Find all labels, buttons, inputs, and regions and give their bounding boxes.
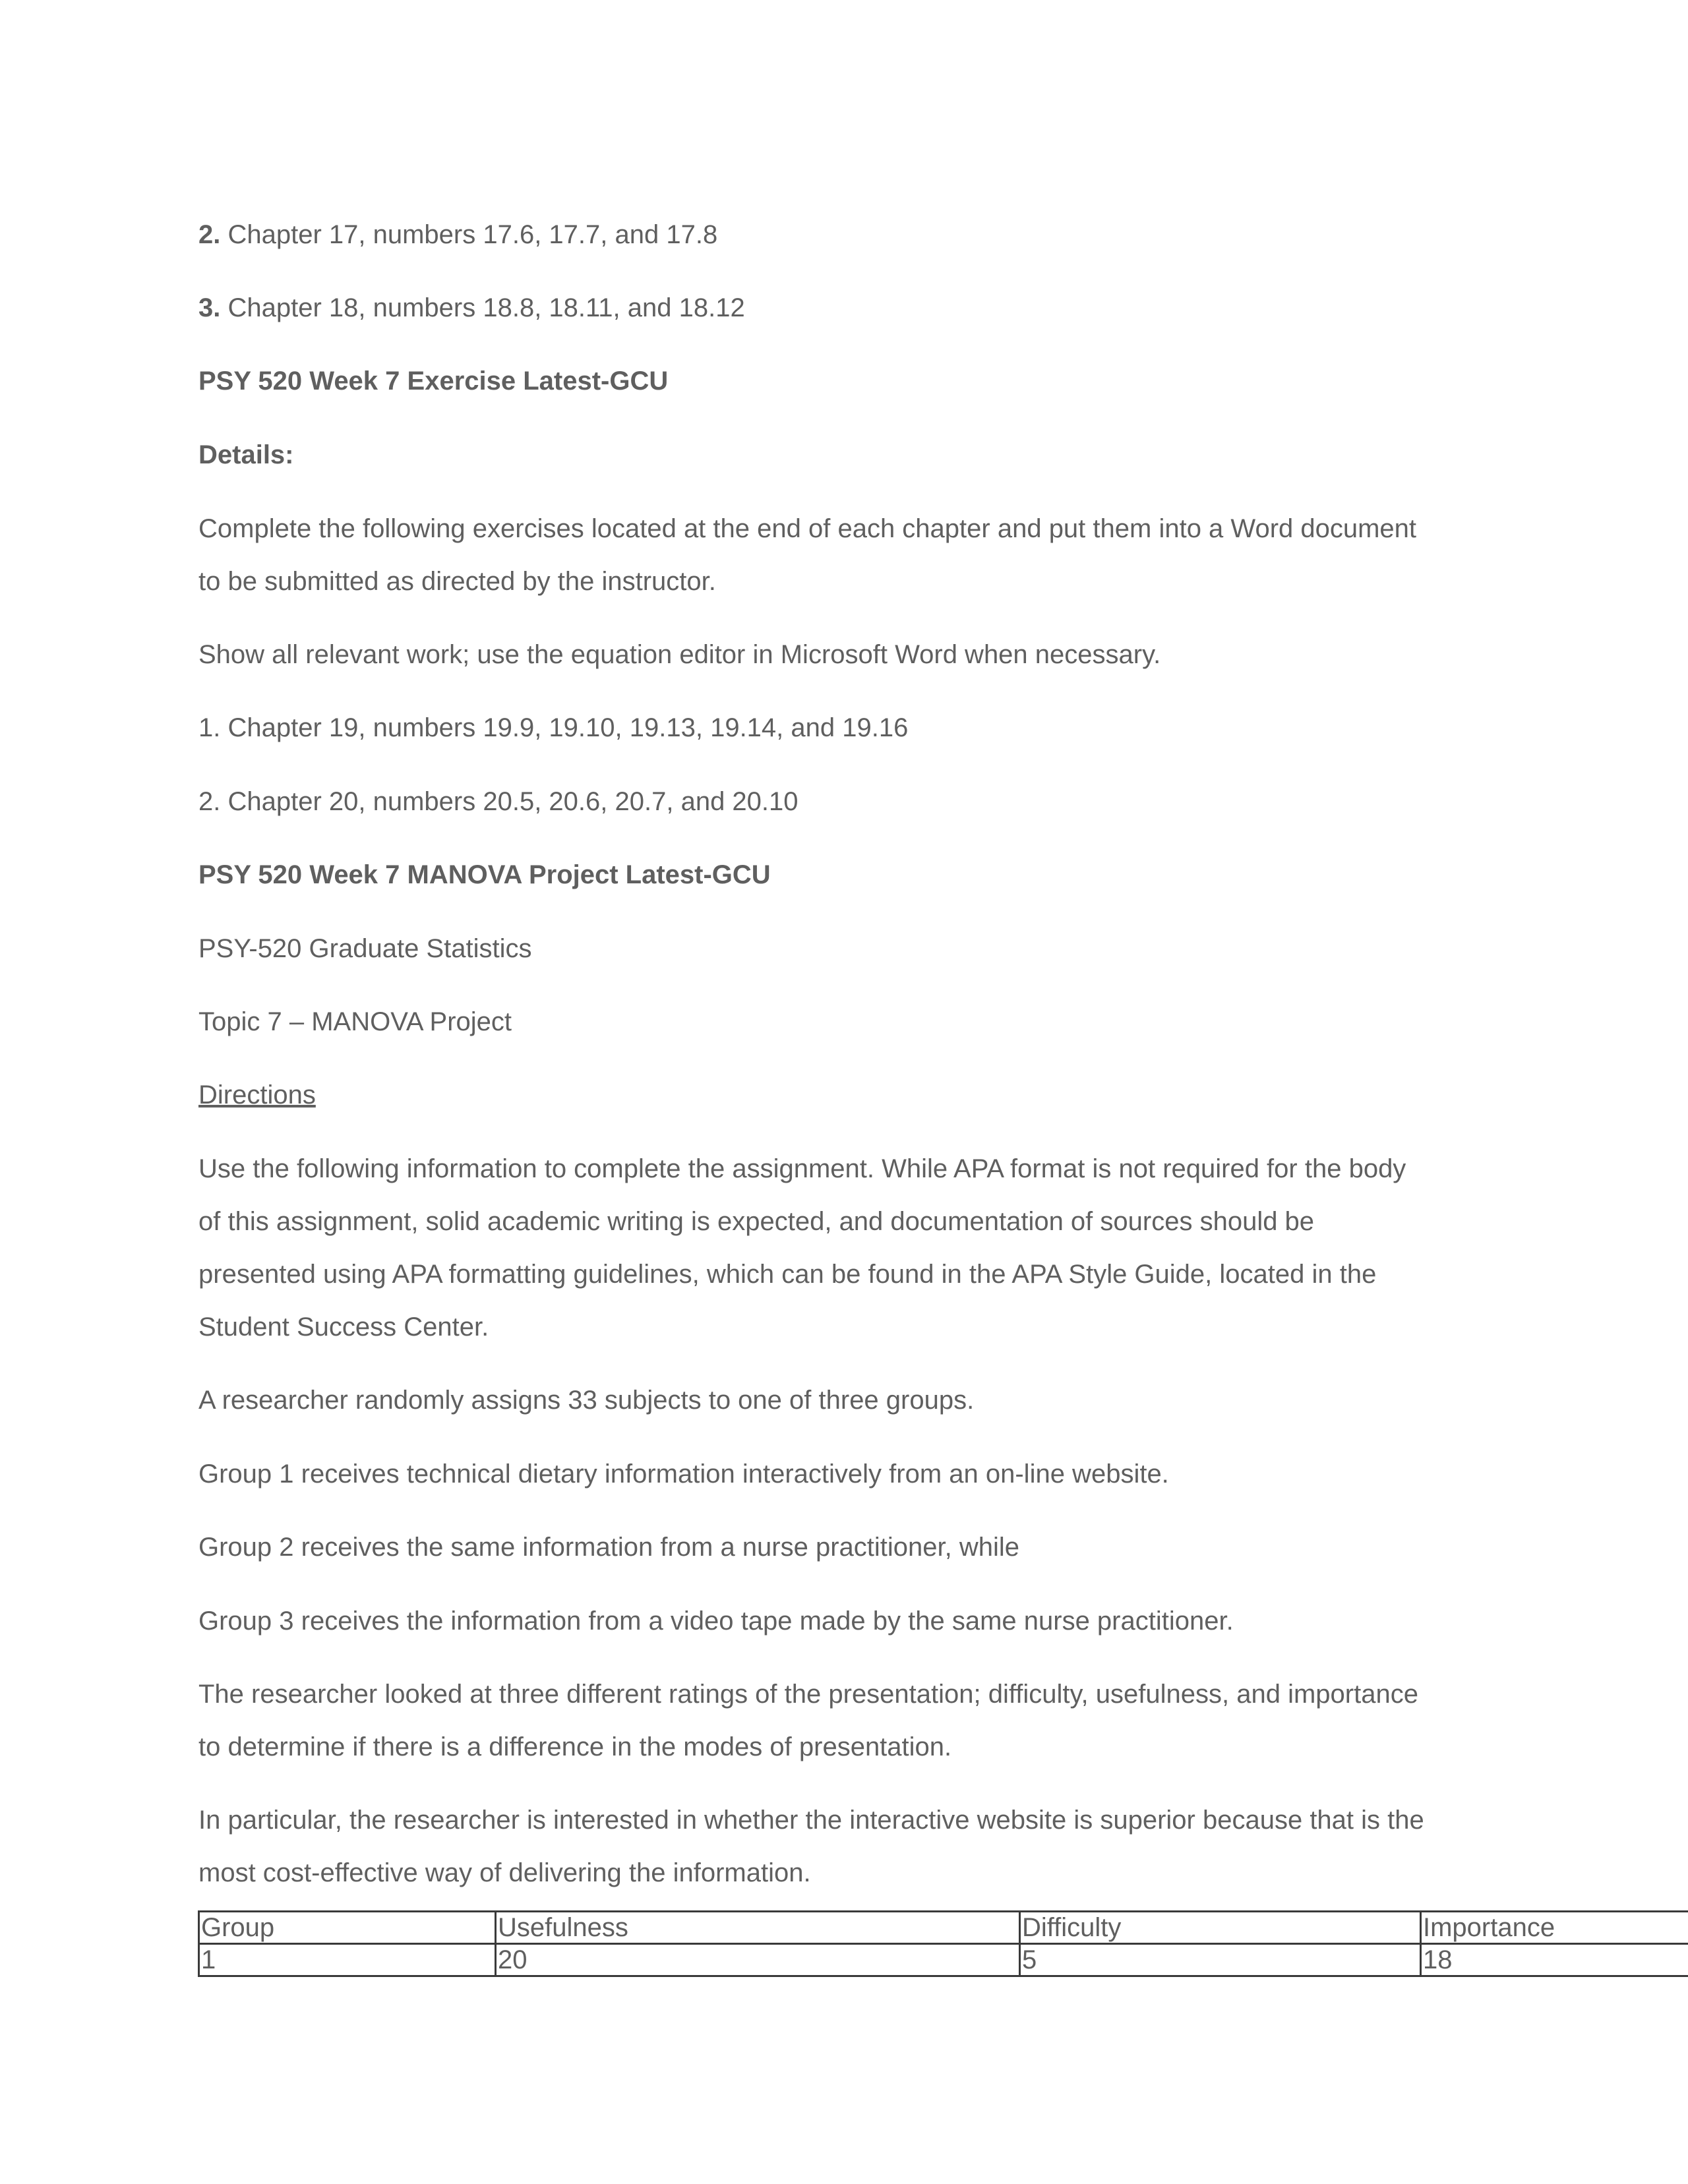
table-cell: 18: [1421, 1944, 1688, 1976]
exercise-item: 2. Chapter 20, numbers 20.5, 20.6, 20.7, and 20.10: [198, 787, 799, 816]
directions-paragraph-line: of this assignment, solid academic writing is expected, and documentation of sources should be: [198, 1207, 1315, 1236]
details-label: Details:: [198, 440, 294, 469]
item-text: Chapter 17, numbers 17.6, 17.7, and 17.8: [220, 220, 718, 249]
list-item: [198, 208, 717, 261]
topic-line: Topic 7 – MANOVA Project: [198, 1007, 512, 1036]
directions-paragraph-line: Student Success Center.: [198, 1313, 489, 1342]
interest-paragraph-line: most cost-effective way of delivering the information.: [198, 1858, 811, 1887]
table-cell: 1: [199, 1944, 496, 1976]
directions-label: Directions: [198, 1080, 316, 1109]
exercise-item: 1. Chapter 19, numbers 19.9, 19.10, 19.13, 19.14, and 19.16: [198, 713, 909, 742]
list-item: [198, 281, 745, 334]
interest-paragraph-line: In particular, the researcher is interested in whether the interactive website is superior because that is the: [198, 1806, 1424, 1835]
group-description: Group 1 receives technical dietary information interactively from an on-line website.: [198, 1460, 1169, 1489]
item-number: 2.: [198, 220, 221, 249]
show-work-paragraph: Show all relevant work; use the equation editor in Microsoft Word when necessary.: [198, 640, 1161, 669]
course-name: PSY-520 Graduate Statistics: [198, 934, 532, 963]
group-description: Group 2 receives the same information from a nurse practitioner, while: [198, 1533, 1020, 1562]
table-header-cell: Usefulness: [496, 1912, 1020, 1944]
directions-paragraph-line: presented using APA formatting guidelines, which can be found in the APA Style Guide, located in the: [198, 1260, 1377, 1289]
project-title: PSY 520 Week 7 MANOVA Project Latest-GCU: [198, 860, 771, 889]
intro-paragraph-line: to be submitted as directed by the instructor.: [198, 567, 716, 596]
table-header-cell: Group: [199, 1912, 496, 1944]
table-header-cell: Difficulty: [1020, 1912, 1421, 1944]
ratings-paragraph-line: to determine if there is a difference in the modes of presentation.: [198, 1732, 952, 1761]
item-number: 3.: [198, 293, 221, 322]
table-cell: 5: [1020, 1944, 1421, 1976]
ratings-paragraph-line: The researcher looked at three different ratings of the presentation; difficulty, usefulness, and importance: [198, 1680, 1418, 1709]
table-row: [199, 1944, 1688, 1976]
assignment-paragraph: A researcher randomly assigns 33 subjects to one of three groups.: [198, 1386, 975, 1415]
exercise-title: PSY 520 Week 7 Exercise Latest-GCU: [198, 367, 669, 396]
group-description: Group 3 receives the information from a video tape made by the same nurse practitioner.: [198, 1607, 1234, 1636]
item-text: Chapter 18, numbers 18.8, 18.11, and 18.12: [220, 293, 745, 322]
intro-paragraph-line: Complete the following exercises located at the end of each chapter and put them into a Word document: [198, 514, 1417, 543]
table-header-row: [199, 1912, 1688, 1944]
table-header-cell: Importance: [1421, 1912, 1688, 1944]
table-cell: 20: [496, 1944, 1020, 1976]
directions-paragraph-line: Use the following information to complete the assignment. While APA format is not required for the body: [198, 1154, 1406, 1183]
data-table: [198, 1910, 1688, 1977]
